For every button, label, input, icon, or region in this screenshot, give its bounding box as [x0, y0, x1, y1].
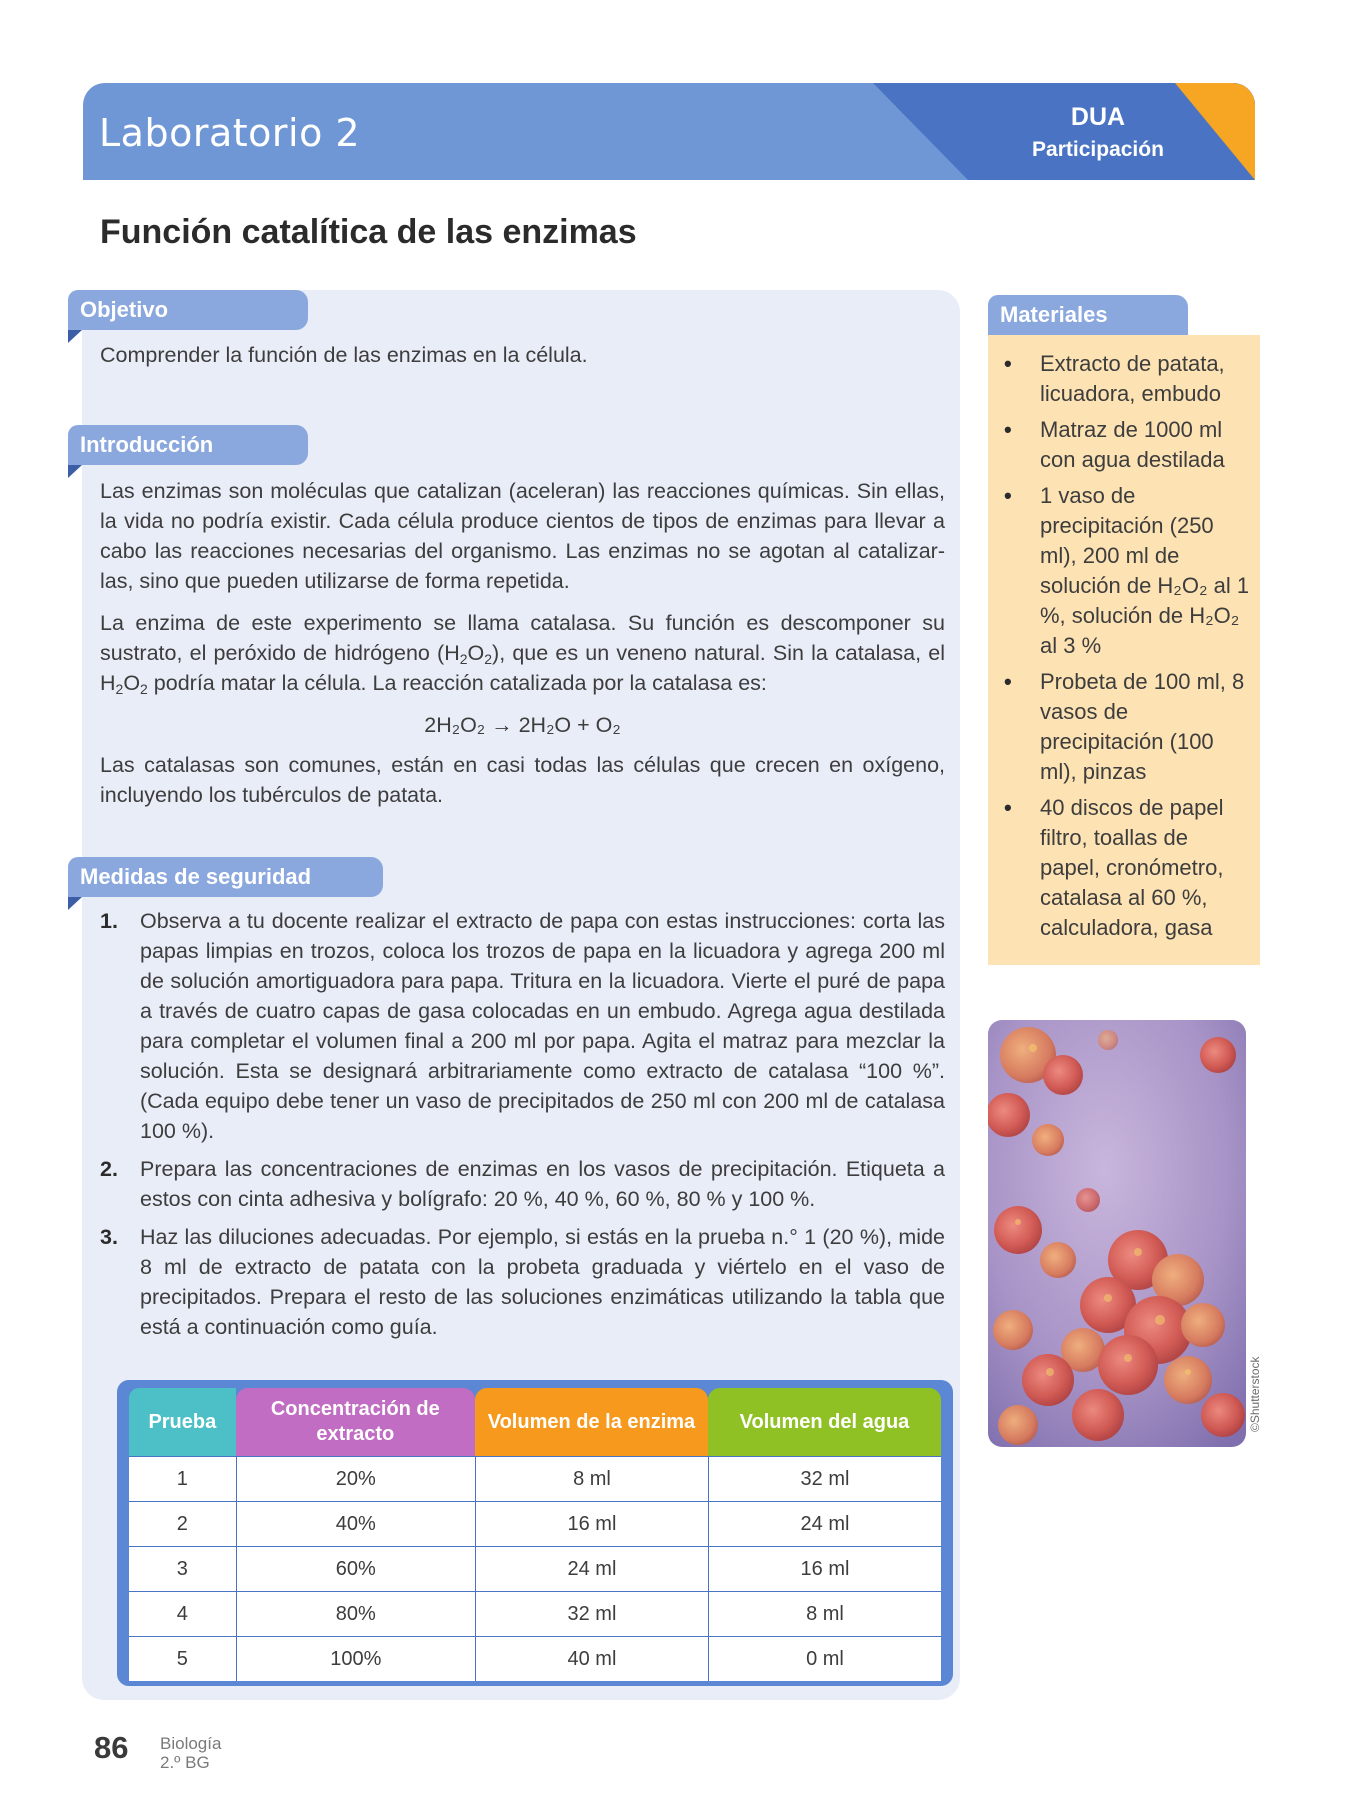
seguridad-label: Medidas de seguridad [68, 857, 383, 897]
intro-paragraph-2: La enzima de este experimento se llama catalasa. Su función es descomponer su sustrato, el peróxido de hidrógeno $(H_2O_2)$, que es un veneno natural. Sin la catalasa, el $H_2O_2$ podría matar la célula. La reacción catalizada por la catalasa es: [100, 611, 945, 698]
list-item: • Probeta de 100 ml, 8 vasos de precipitación (100 ml), pinzas [1004, 669, 1245, 784]
cell: 80% [236, 1591, 475, 1636]
step-item: 2. Prepara las concentraciones de enzimas en los vasos de precipitación. Etiqueta a estos con cinta adhesiva y bolígrafo: 20 %, 40 %, 60 %, 80 % y 100 %. [100, 1157, 945, 1211]
bullet-icon: • [1004, 351, 1012, 376]
list-item: • 40 discos de papel filtro, toallas de papel, cronómetro, catalasa al 60 %, calculadora, gasa [1004, 795, 1224, 940]
cell: 16 ml [475, 1501, 708, 1546]
steps-list [100, 906, 945, 1342]
list-item: • Extracto de patata, licuadora, embudo [1004, 351, 1225, 406]
step-item: 1. Observa a tu docente realizar el extracto de papa con estas instrucciones: corta las papas limpias en trozos, coloca los trozos de papa en la licuadora y agrega 200 ml de solución amortiguadora para papa. Tritura en la licuadora. Vierte el puré de papa a través de cuatro capas de gasa colocadas en un embudo. Agrega agua destilada para completar el volumen final a 200 ml por papa. Agita el matraz para mezclar la solución. Esta se designará arbitrariamente como extracto de catalasa “100 %”. (Cada equipo debe tener un vaso de precipitados de 250 ml con 200 ml de catalasa 100 %). [100, 909, 945, 1143]
header-volumen-enzima: Volumen de la enzima [475, 1388, 708, 1456]
bullet-icon: • [1004, 795, 1012, 820]
dua-subtitle: Participación [1032, 138, 1164, 161]
bullet-icon: • [1004, 417, 1012, 442]
subject-name: Biología [160, 1734, 222, 1753]
cell: 20% [236, 1456, 475, 1501]
cell: 40% [236, 1501, 475, 1546]
cell: 5 [129, 1636, 236, 1681]
cell: 24 ml [708, 1501, 941, 1546]
grade-name: 2.º BG [160, 1753, 210, 1772]
cell: 8 ml [475, 1456, 708, 1501]
list-item: • 1 vaso de precipitación (250 ml), 200 ml de solución de H₂O₂ al 1 %, solución de H₂O₂ al 3 % [1004, 483, 1250, 658]
header-banner [83, 83, 1255, 180]
materiales-box [988, 335, 1260, 965]
objetivo-label: Objetivo [68, 290, 308, 330]
enzyme-image-svg [988, 1020, 1246, 1447]
dua-label: DUA [1070, 103, 1126, 131]
seguridad-body [100, 906, 945, 1350]
list-item: • Matraz de 1000 ml con agua destilada [1004, 417, 1225, 472]
introduccion-body [100, 476, 945, 822]
cell: 60% [236, 1546, 475, 1591]
table-row [129, 1636, 941, 1681]
bullet-icon: • [1004, 669, 1012, 694]
dilution-table-frame [117, 1380, 953, 1686]
materiales-label: Materiales [988, 295, 1188, 335]
cell: 2 [129, 1501, 236, 1546]
table-row [129, 1591, 941, 1636]
dilution-table [129, 1388, 941, 1681]
cell: 32 ml [708, 1456, 941, 1501]
table-row [129, 1546, 941, 1591]
bullet-icon: • [1004, 483, 1012, 508]
page-title: Función catalítica de las enzimas [100, 213, 637, 251]
cell: 4 [129, 1591, 236, 1636]
enzyme-molecule-illustration [988, 1020, 1246, 1447]
lab-title: Laboratorio 2 [99, 111, 361, 155]
table-header-row [129, 1388, 941, 1456]
cell: 40 ml [475, 1636, 708, 1681]
intro-paragraph-1: Las enzimas son moléculas que catalizan (aceleran) las reacciones químicas. Sin ellas, la vida no podría existir. Cada célula produce cientos de tipos de enzimas para llevar a cabo las reacciones necesarias del organismo. Las enzimas no se agotan al catalizar-las, sino que pueden utilizarse de forma repetida. [100, 479, 945, 593]
cell: 0 ml [708, 1636, 941, 1681]
cell: 24 ml [475, 1546, 708, 1591]
objetivo-text: Comprender la función de las enzimas en la célula. [100, 343, 588, 367]
page-number: 86 [94, 1730, 129, 1765]
footer-subject [160, 1734, 221, 1772]
materiales-list [988, 335, 1260, 943]
cell: 3 [129, 1546, 236, 1591]
intro-paragraph-3: Las catalasas son comunes, están en casi todas las células que crecen en oxígeno, incluyendo los tubérculos de patata. [100, 753, 945, 807]
cell: 100% [236, 1636, 475, 1681]
cell: 1 [129, 1456, 236, 1501]
introduccion-label: Introducción [68, 425, 308, 465]
header-prueba: Prueba [129, 1388, 236, 1456]
cell: 16 ml [708, 1546, 941, 1591]
photo-credit: ©Shutterstock [1248, 1356, 1262, 1432]
reaction-equation: 2H₂O₂ → 2H₂O + O₂ [424, 713, 621, 737]
cell: 32 ml [475, 1591, 708, 1636]
header-volumen-agua: Volumen del agua [708, 1388, 941, 1456]
cell: 8 ml [708, 1591, 941, 1636]
header-concentracion: Concentración de extracto [236, 1388, 475, 1456]
table-row [129, 1456, 941, 1501]
table-row [129, 1501, 941, 1546]
step-item: 3. Haz las diluciones adecuadas. Por ejemplo, si estás en la prueba n.° 1 (20 %), mide 8 ml de extracto de patata con la probeta graduada y viértelo en el vaso de precipitados. Prepara el resto de las soluciones enzimáticas utilizando la tabla que está a continuación como guía. [100, 1225, 945, 1339]
